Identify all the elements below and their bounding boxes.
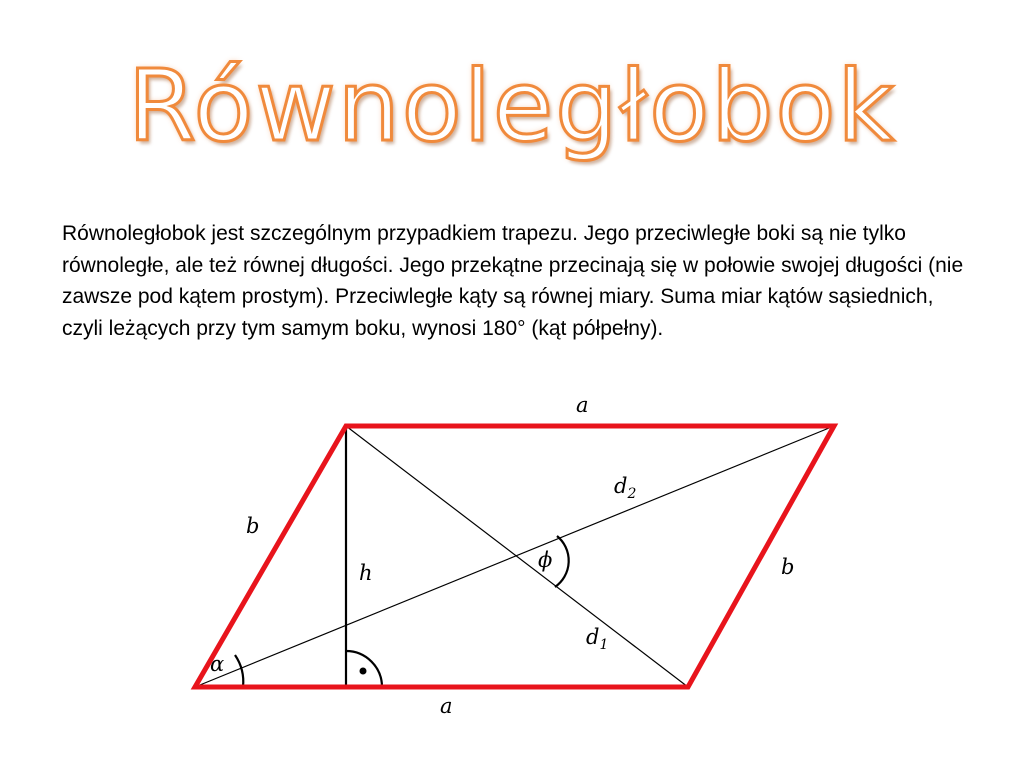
phi-angle-arc	[555, 536, 569, 587]
label-bottom-side-a: a	[440, 694, 453, 718]
label-diagonal-d2: $d_2$	[614, 474, 637, 502]
description-text: Równoległobok jest szczególnym przypadkiem trapezu. Jego przeciwległe boki są nie tylko równoległe, ale też równej długości. Jego przekątne przecinają się w połowie swojej długości (nie zawsze pod kątem prostym). Przeciwległe kąty są równej miary. Suma miar kątów sąsiednich, czyli leżących przy tym samym boku, wynosi 180° (kąt półpełny).	[62, 222, 964, 340]
diagonal-d2-line	[195, 426, 834, 687]
right-angle-dot	[360, 668, 367, 675]
label-height-h: h	[359, 561, 373, 585]
label-left-side-b: b	[246, 514, 260, 538]
diagonal-d1-line	[346, 426, 688, 687]
alpha-angle-arc	[235, 655, 243, 687]
label-diagonal-d1: $d_1$	[586, 625, 609, 653]
label-right-side-b: b	[781, 555, 795, 579]
label-top-side-a: a	[576, 393, 589, 417]
label-angle-phi: ϕ	[538, 548, 553, 572]
slide-title: Równoległobok	[127, 50, 897, 164]
label-angle-alpha: α	[210, 652, 225, 676]
